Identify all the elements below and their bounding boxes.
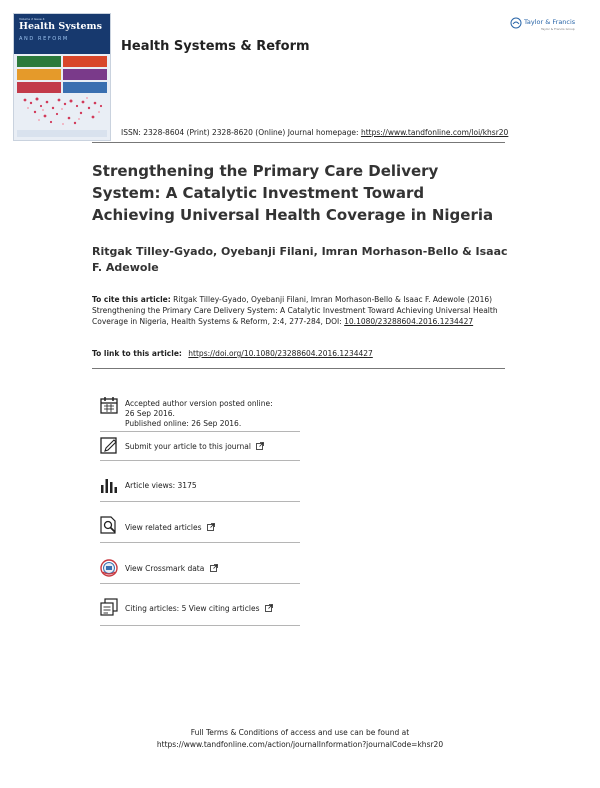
cover-block bbox=[63, 82, 107, 93]
external-link-icon bbox=[256, 442, 264, 450]
issn-text: ISSN: 2328-8604 (Print) 2328-8620 (Online) Journal homepage: bbox=[121, 128, 359, 137]
cover-block bbox=[17, 82, 61, 93]
citation-block bbox=[92, 294, 512, 327]
external-link-icon bbox=[265, 604, 273, 612]
row-divider bbox=[100, 460, 300, 461]
section-divider bbox=[92, 368, 505, 369]
cite-text: Ritgak Tilley-Gyado, Oyebanji Filani, Imran Morhason-Bello & Isaac F. Adewole (2016) Strengthening the Primary Care Delivery System: A Catalytic Investment Toward Achieving Universal Health Coverage in Nigeria, Health Systems & Reform, 2:4, 277-284, DOI: bbox=[92, 295, 498, 326]
external-link-icon bbox=[207, 523, 215, 531]
article-doi-link[interactable]: https://doi.org/10.1080/23288604.2016.1234427 bbox=[188, 349, 373, 358]
calendar-icon bbox=[100, 396, 118, 414]
citing-articles-link[interactable] bbox=[125, 604, 273, 614]
row-divider bbox=[100, 431, 300, 432]
publisher-logo-mark-icon bbox=[510, 17, 522, 29]
cite-label: To cite this article: bbox=[92, 295, 171, 304]
cover-block bbox=[17, 56, 61, 67]
journal-title[interactable]: Health Systems & Reform bbox=[121, 39, 310, 54]
cover-title: Health Systems bbox=[19, 21, 102, 32]
journal-homepage-link[interactable]: https://www.tandfonline.com/loi/khsr20 bbox=[360, 128, 509, 137]
terms-url-link[interactable]: https://www.tandfonline.com/action/journalInformation?journalCode=khsr20 bbox=[156, 740, 444, 749]
cover-subtitle: AND REFORM bbox=[19, 36, 69, 42]
edit-pencil-icon bbox=[100, 436, 118, 454]
related-articles-icon bbox=[100, 516, 118, 534]
published-date: Published online: 26 Sep 2016. bbox=[125, 419, 242, 428]
terms-footer bbox=[100, 727, 500, 751]
cover-small-text: Volume 2 Issue 4 bbox=[19, 17, 45, 21]
bar-chart-icon bbox=[100, 476, 118, 494]
crossmark-icon bbox=[100, 559, 118, 577]
journal-cover bbox=[13, 13, 111, 141]
related-articles-label: View related articles bbox=[125, 523, 202, 532]
row-divider bbox=[100, 625, 300, 626]
crossmark-label: View Crossmark data bbox=[125, 564, 205, 573]
accepted-date: Accepted author version posted online: 26 Sep 2016. bbox=[125, 399, 273, 418]
cover-footer-band bbox=[17, 130, 107, 137]
link-label: To link to this article: bbox=[92, 349, 182, 358]
citing-articles-label: Citing articles: 5 View citing articles bbox=[125, 604, 260, 613]
header-divider bbox=[92, 142, 505, 143]
external-link-icon bbox=[210, 564, 218, 572]
row-divider bbox=[100, 583, 300, 584]
submit-article-label: Submit your article to this journal bbox=[125, 442, 251, 451]
citing-articles-icon bbox=[100, 598, 118, 616]
publisher-name: Taylor & Francis bbox=[524, 18, 576, 26]
article-views: Article views: 3175 bbox=[125, 481, 197, 490]
crossmark-link[interactable] bbox=[125, 564, 218, 574]
article-authors: Ritgak Tilley-Gyado, Oyebanji Filani, Imran Morhason-Bello & Isaac F. Adewole bbox=[92, 245, 508, 274]
submit-article-link[interactable] bbox=[125, 442, 264, 452]
article-title: Strengthening the Primary Care Delivery System: A Catalytic Investment Toward Achieving Universal Health Coverage in Nigeria bbox=[92, 162, 494, 224]
cover-block bbox=[63, 56, 107, 67]
publication-dates bbox=[125, 399, 275, 429]
publisher-tagline: Taylor & Francis Group bbox=[541, 27, 575, 31]
row-divider bbox=[100, 501, 300, 502]
cite-doi-link[interactable]: 10.1080/23288604.2016.1234427 bbox=[344, 317, 474, 326]
row-divider bbox=[100, 542, 300, 543]
publisher-logo[interactable] bbox=[510, 16, 590, 42]
issn-line bbox=[121, 128, 508, 137]
terms-text: Full Terms & Conditions of access and use can be found at bbox=[190, 728, 410, 737]
article-link-line bbox=[92, 349, 373, 358]
cover-world-map-image bbox=[17, 94, 107, 128]
cover-block bbox=[17, 69, 61, 80]
related-articles-link[interactable] bbox=[125, 523, 215, 533]
cover-block bbox=[63, 69, 107, 80]
